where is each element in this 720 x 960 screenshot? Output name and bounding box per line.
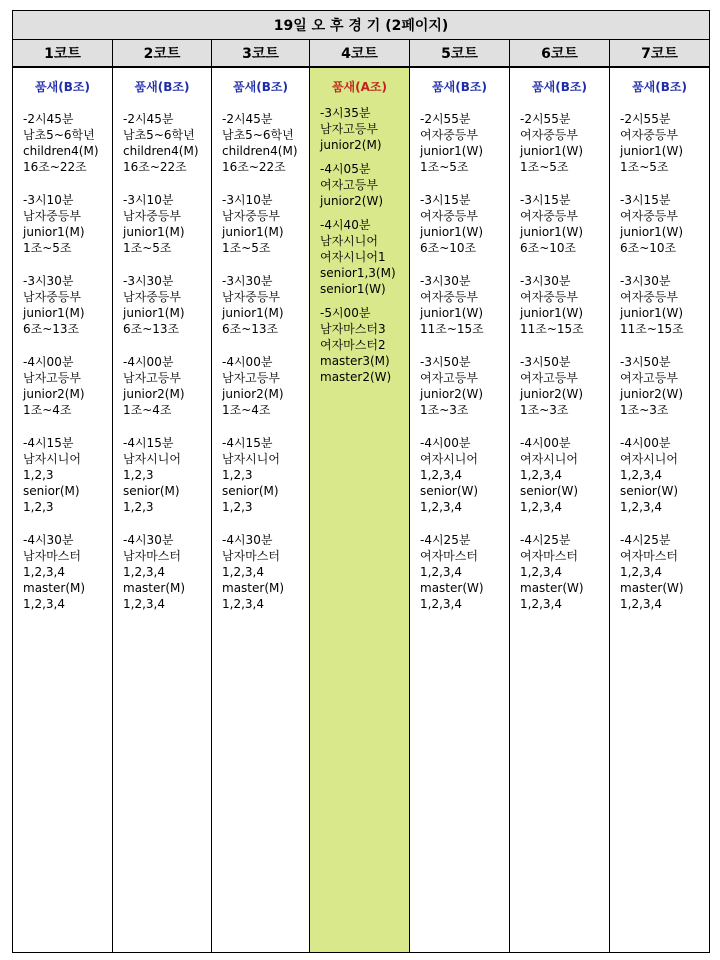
event-block bbox=[520, 435, 609, 515]
page-title: 19일 오 후 경 기 (2페이지) bbox=[13, 11, 710, 40]
court-header-2: 2코트 bbox=[113, 40, 212, 68]
event-time: -3시30분 bbox=[222, 274, 273, 288]
event-line: 남자시니어 bbox=[320, 234, 378, 248]
event-block bbox=[420, 111, 509, 175]
event-line: 1조~3조 bbox=[620, 403, 669, 417]
event-line: 16조~22조 bbox=[23, 160, 87, 174]
event-line: 1,2,3,4 bbox=[420, 468, 462, 482]
event-time: -3시35분 bbox=[320, 106, 371, 120]
event-line: junior1(W) bbox=[420, 225, 484, 239]
event-line: 1,2,3,4 bbox=[23, 597, 65, 611]
event-line: junior2(W) bbox=[420, 387, 484, 401]
event-time: -4시00분 bbox=[420, 436, 471, 450]
event-line: 1조~3조 bbox=[520, 403, 569, 417]
event-block bbox=[222, 532, 309, 612]
event-line: 남자고등부 bbox=[123, 371, 181, 385]
event-block bbox=[420, 532, 509, 612]
event-line: 남자중등부 bbox=[123, 290, 181, 304]
event-time: -2시45분 bbox=[123, 112, 174, 126]
event-line: junior2(M) bbox=[23, 387, 85, 401]
event-line: 남자고등부 bbox=[320, 122, 378, 136]
event-block bbox=[420, 273, 509, 337]
event-line: 1,2,3,4 bbox=[520, 468, 562, 482]
event-line: 1,2,3,4 bbox=[420, 500, 462, 514]
event-block bbox=[222, 273, 309, 337]
event-time: -4시00분 bbox=[123, 355, 174, 369]
event-time: -3시15분 bbox=[520, 193, 571, 207]
event-line: junior1(W) bbox=[520, 225, 584, 239]
event-line: 여자중등부 bbox=[520, 128, 578, 142]
event-line: 여자고등부 bbox=[620, 371, 678, 385]
event-line: 여자중등부 bbox=[420, 209, 478, 223]
event-line: 1,2,3,4 bbox=[520, 500, 562, 514]
event-time: -5시00분 bbox=[320, 306, 371, 320]
event-block bbox=[222, 354, 309, 418]
event-line: 여자중등부 bbox=[620, 209, 678, 223]
event-line: master(W) bbox=[620, 581, 684, 595]
event-block bbox=[222, 111, 309, 175]
event-line: 여자중등부 bbox=[420, 290, 478, 304]
event-time: -3시10분 bbox=[222, 193, 273, 207]
group-label: 품새(B조) bbox=[532, 80, 587, 94]
event-line: 1,2,3,4 bbox=[123, 565, 165, 579]
event-line: senior1(W) bbox=[320, 282, 386, 296]
event-line: 1조~5조 bbox=[222, 241, 271, 255]
event-line: 남자마스터 bbox=[222, 549, 280, 563]
event-line: junior1(W) bbox=[420, 144, 484, 158]
event-line: 1조~4조 bbox=[23, 403, 72, 417]
event-block bbox=[23, 532, 112, 612]
event-line: 1,2,3,4 bbox=[620, 565, 662, 579]
event-line: 남자마스터3 bbox=[320, 322, 386, 336]
event-time: -3시30분 bbox=[23, 274, 74, 288]
event-line: 1,2,3 bbox=[123, 500, 154, 514]
event-line: 1,2,3 bbox=[123, 468, 154, 482]
event-line: senior(W) bbox=[620, 484, 679, 498]
event-time: -4시00분 bbox=[222, 355, 273, 369]
event-line: senior(W) bbox=[520, 484, 579, 498]
event-block bbox=[23, 192, 112, 256]
court-header-5: 5코트 bbox=[410, 40, 510, 68]
event-line: 6조~13조 bbox=[123, 322, 180, 336]
event-line: junior1(W) bbox=[620, 306, 684, 320]
event-line: 1,2,3 bbox=[222, 500, 253, 514]
event-line: 남자마스터 bbox=[123, 549, 181, 563]
event-line: 남자중등부 bbox=[23, 290, 81, 304]
event-line: 11조~15조 bbox=[420, 322, 484, 336]
event-line: 남자중등부 bbox=[222, 290, 280, 304]
court-header-row bbox=[13, 40, 710, 68]
event-line: 1조~5조 bbox=[520, 160, 569, 174]
court-column-6 bbox=[510, 67, 610, 953]
group-label: 품새(B조) bbox=[134, 80, 190, 94]
event-line: 1조~5조 bbox=[23, 241, 72, 255]
schedule-page bbox=[12, 10, 709, 953]
event-block bbox=[123, 532, 211, 612]
event-line: 남자마스터 bbox=[23, 549, 81, 563]
event-line: 여자고등부 bbox=[320, 178, 378, 192]
event-time: -2시55분 bbox=[520, 112, 571, 126]
event-line: 여자시니어1 bbox=[320, 250, 386, 264]
event-block bbox=[620, 192, 709, 256]
event-line: 여자중등부 bbox=[420, 128, 478, 142]
event-time: -3시10분 bbox=[23, 193, 74, 207]
event-time: -4시15분 bbox=[23, 436, 74, 450]
event-line: 1,2,3,4 bbox=[620, 468, 662, 482]
event-line: master(M) bbox=[123, 581, 186, 595]
event-line: 6조~10조 bbox=[520, 241, 577, 255]
event-block bbox=[320, 161, 409, 209]
group-label: 품새(B조) bbox=[233, 80, 288, 94]
event-line: 1,2,3 bbox=[23, 468, 54, 482]
event-line: junior2(M) bbox=[222, 387, 284, 401]
event-line: 남자시니어 bbox=[222, 452, 280, 466]
event-time: -4시30분 bbox=[222, 533, 273, 547]
event-line: 1조~5조 bbox=[123, 241, 172, 255]
event-line: senior1,3(M) bbox=[320, 266, 396, 280]
event-time: -3시50분 bbox=[520, 355, 571, 369]
event-line: junior1(W) bbox=[620, 144, 684, 158]
court-body-row bbox=[13, 67, 710, 953]
event-line: master2(W) bbox=[320, 370, 392, 384]
event-block bbox=[23, 273, 112, 337]
event-block bbox=[520, 111, 609, 175]
event-line: 남자중등부 bbox=[222, 209, 280, 223]
event-line: 남자중등부 bbox=[23, 209, 81, 223]
event-block bbox=[620, 532, 709, 612]
event-time: -4시00분 bbox=[620, 436, 671, 450]
event-block bbox=[620, 354, 709, 418]
event-line: junior1(W) bbox=[420, 306, 484, 320]
event-block bbox=[123, 273, 211, 337]
event-block bbox=[520, 273, 609, 337]
event-line: junior2(W) bbox=[520, 387, 584, 401]
event-line: children4(M) bbox=[222, 144, 298, 158]
event-line: junior1(M) bbox=[123, 225, 185, 239]
event-line: 남초5~6학년 bbox=[123, 128, 195, 142]
event-line: 여자고등부 bbox=[520, 371, 578, 385]
event-time: -2시55분 bbox=[620, 112, 671, 126]
event-line: 1조~3조 bbox=[420, 403, 469, 417]
event-line: master(M) bbox=[222, 581, 285, 595]
event-time: -2시55분 bbox=[420, 112, 471, 126]
event-line: 1,2,3,4 bbox=[520, 565, 562, 579]
event-block bbox=[420, 354, 509, 418]
event-line: 여자마스터 bbox=[620, 549, 678, 563]
event-time: -4시00분 bbox=[520, 436, 571, 450]
event-line: master(W) bbox=[420, 581, 484, 595]
event-line: 11조~15조 bbox=[620, 322, 684, 336]
event-line: 1,2,3,4 bbox=[123, 597, 165, 611]
event-block bbox=[320, 305, 409, 385]
event-block bbox=[420, 192, 509, 256]
event-time: -3시30분 bbox=[123, 274, 174, 288]
event-line: 1,2,3 bbox=[23, 500, 54, 514]
event-block bbox=[123, 435, 211, 515]
event-line: junior2(M) bbox=[123, 387, 185, 401]
event-line: 여자중등부 bbox=[520, 290, 578, 304]
event-line: junior1(W) bbox=[520, 144, 584, 158]
group-label: 품새(A조) bbox=[331, 80, 388, 94]
court-column-4 bbox=[310, 67, 410, 953]
event-line: 여자고등부 bbox=[420, 371, 478, 385]
event-line: 16조~22조 bbox=[222, 160, 286, 174]
event-line: 남자고등부 bbox=[222, 371, 280, 385]
event-line: 1조~5조 bbox=[620, 160, 669, 174]
event-line: 여자시니어 bbox=[420, 452, 478, 466]
event-time: -4시15분 bbox=[222, 436, 273, 450]
event-line: junior1(M) bbox=[23, 225, 85, 239]
event-line: junior1(M) bbox=[222, 306, 284, 320]
event-line: 여자마스터 bbox=[520, 549, 578, 563]
event-time: -3시50분 bbox=[620, 355, 671, 369]
court-column-1 bbox=[13, 67, 113, 953]
event-block bbox=[620, 273, 709, 337]
event-line: 여자마스터 bbox=[420, 549, 478, 563]
event-line: 여자중등부 bbox=[620, 290, 678, 304]
event-line: 남자시니어 bbox=[23, 452, 81, 466]
event-block bbox=[123, 354, 211, 418]
event-line: 남초5~6학년 bbox=[222, 128, 294, 142]
event-line: children4(M) bbox=[123, 144, 199, 158]
event-line: master3(M) bbox=[320, 354, 390, 368]
event-block bbox=[620, 111, 709, 175]
group-label: 품새(B조) bbox=[432, 80, 487, 94]
event-line: 1,2,3 bbox=[222, 468, 253, 482]
event-block bbox=[123, 111, 211, 175]
event-block bbox=[23, 354, 112, 418]
event-time: -4시40분 bbox=[320, 218, 371, 232]
event-line: senior(W) bbox=[420, 484, 479, 498]
event-time: -4시25분 bbox=[520, 533, 571, 547]
group-label: 품새(B조) bbox=[632, 80, 687, 94]
event-line: 여자마스터2 bbox=[320, 338, 386, 352]
court-header-7: 7코트 bbox=[610, 40, 710, 68]
event-time: -4시00분 bbox=[23, 355, 74, 369]
event-line: 1,2,3,4 bbox=[420, 597, 462, 611]
event-line: junior2(W) bbox=[620, 387, 684, 401]
event-line: junior1(W) bbox=[520, 306, 584, 320]
court-header-3: 3코트 bbox=[212, 40, 310, 68]
event-line: 남자중등부 bbox=[123, 209, 181, 223]
event-line: 6조~10조 bbox=[620, 241, 677, 255]
event-line: 여자중등부 bbox=[620, 128, 678, 142]
event-line: senior(M) bbox=[23, 484, 80, 498]
event-block bbox=[520, 192, 609, 256]
event-time: -3시15분 bbox=[620, 193, 671, 207]
event-line: 남초5~6학년 bbox=[23, 128, 95, 142]
event-time: -4시30분 bbox=[23, 533, 74, 547]
court-column-7 bbox=[610, 67, 710, 953]
event-line: master(W) bbox=[520, 581, 584, 595]
event-line: junior1(M) bbox=[222, 225, 284, 239]
event-line: children4(M) bbox=[23, 144, 99, 158]
event-line: 1조~5조 bbox=[420, 160, 469, 174]
event-line: 11조~15조 bbox=[520, 322, 584, 336]
event-line: 여자중등부 bbox=[520, 209, 578, 223]
event-block bbox=[420, 435, 509, 515]
event-line: 1,2,3,4 bbox=[620, 597, 662, 611]
event-block bbox=[520, 532, 609, 612]
event-block bbox=[23, 435, 112, 515]
event-time: -4시05분 bbox=[320, 162, 371, 176]
event-line: 여자시니어 bbox=[520, 452, 578, 466]
event-line: 1조~4조 bbox=[123, 403, 172, 417]
event-block bbox=[23, 111, 112, 175]
event-time: -4시15분 bbox=[123, 436, 174, 450]
court-header-4: 4코트 bbox=[310, 40, 410, 68]
event-block bbox=[520, 354, 609, 418]
event-line: 1,2,3,4 bbox=[620, 500, 662, 514]
event-line: 1,2,3,4 bbox=[23, 565, 65, 579]
event-block bbox=[222, 435, 309, 515]
event-block bbox=[320, 105, 409, 153]
court-column-3 bbox=[212, 67, 310, 953]
event-block bbox=[123, 192, 211, 256]
schedule-table bbox=[12, 10, 710, 953]
event-block bbox=[620, 435, 709, 515]
event-time: -4시30분 bbox=[123, 533, 174, 547]
event-time: -3시10분 bbox=[123, 193, 174, 207]
event-line: junior2(M) bbox=[320, 138, 382, 152]
event-line: junior1(M) bbox=[123, 306, 185, 320]
event-block bbox=[320, 217, 409, 297]
event-line: 6조~13조 bbox=[222, 322, 279, 336]
event-line: 16조~22조 bbox=[123, 160, 187, 174]
event-time: -3시30분 bbox=[420, 274, 471, 288]
event-line: 1,2,3,4 bbox=[222, 565, 264, 579]
event-line: 6조~13조 bbox=[23, 322, 80, 336]
event-line: junior1(M) bbox=[23, 306, 85, 320]
event-line: 1,2,3,4 bbox=[222, 597, 264, 611]
event-time: -2시45분 bbox=[222, 112, 273, 126]
event-line: senior(M) bbox=[222, 484, 279, 498]
event-time: -4시25분 bbox=[420, 533, 471, 547]
event-line: 여자시니어 bbox=[620, 452, 678, 466]
event-line: 1,2,3,4 bbox=[520, 597, 562, 611]
event-time: -3시15분 bbox=[420, 193, 471, 207]
event-block bbox=[222, 192, 309, 256]
event-line: 남자시니어 bbox=[123, 452, 181, 466]
event-time: -2시45분 bbox=[23, 112, 74, 126]
event-line: junior2(W) bbox=[320, 194, 384, 208]
group-label: 품새(B조) bbox=[35, 80, 90, 94]
court-column-2 bbox=[113, 67, 212, 953]
event-line: senior(M) bbox=[123, 484, 180, 498]
event-line: master(M) bbox=[23, 581, 86, 595]
event-line: 6조~10조 bbox=[420, 241, 477, 255]
event-time: -4시25분 bbox=[620, 533, 671, 547]
court-header-1: 1코트 bbox=[13, 40, 113, 68]
event-line: 1,2,3,4 bbox=[420, 565, 462, 579]
event-line: junior1(W) bbox=[620, 225, 684, 239]
event-time: -3시30분 bbox=[520, 274, 571, 288]
event-line: 남자고등부 bbox=[23, 371, 81, 385]
event-time: -3시30분 bbox=[620, 274, 671, 288]
court-column-5 bbox=[410, 67, 510, 953]
court-header-6: 6코트 bbox=[510, 40, 610, 68]
event-time: -3시50분 bbox=[420, 355, 471, 369]
event-line: 1조~4조 bbox=[222, 403, 271, 417]
